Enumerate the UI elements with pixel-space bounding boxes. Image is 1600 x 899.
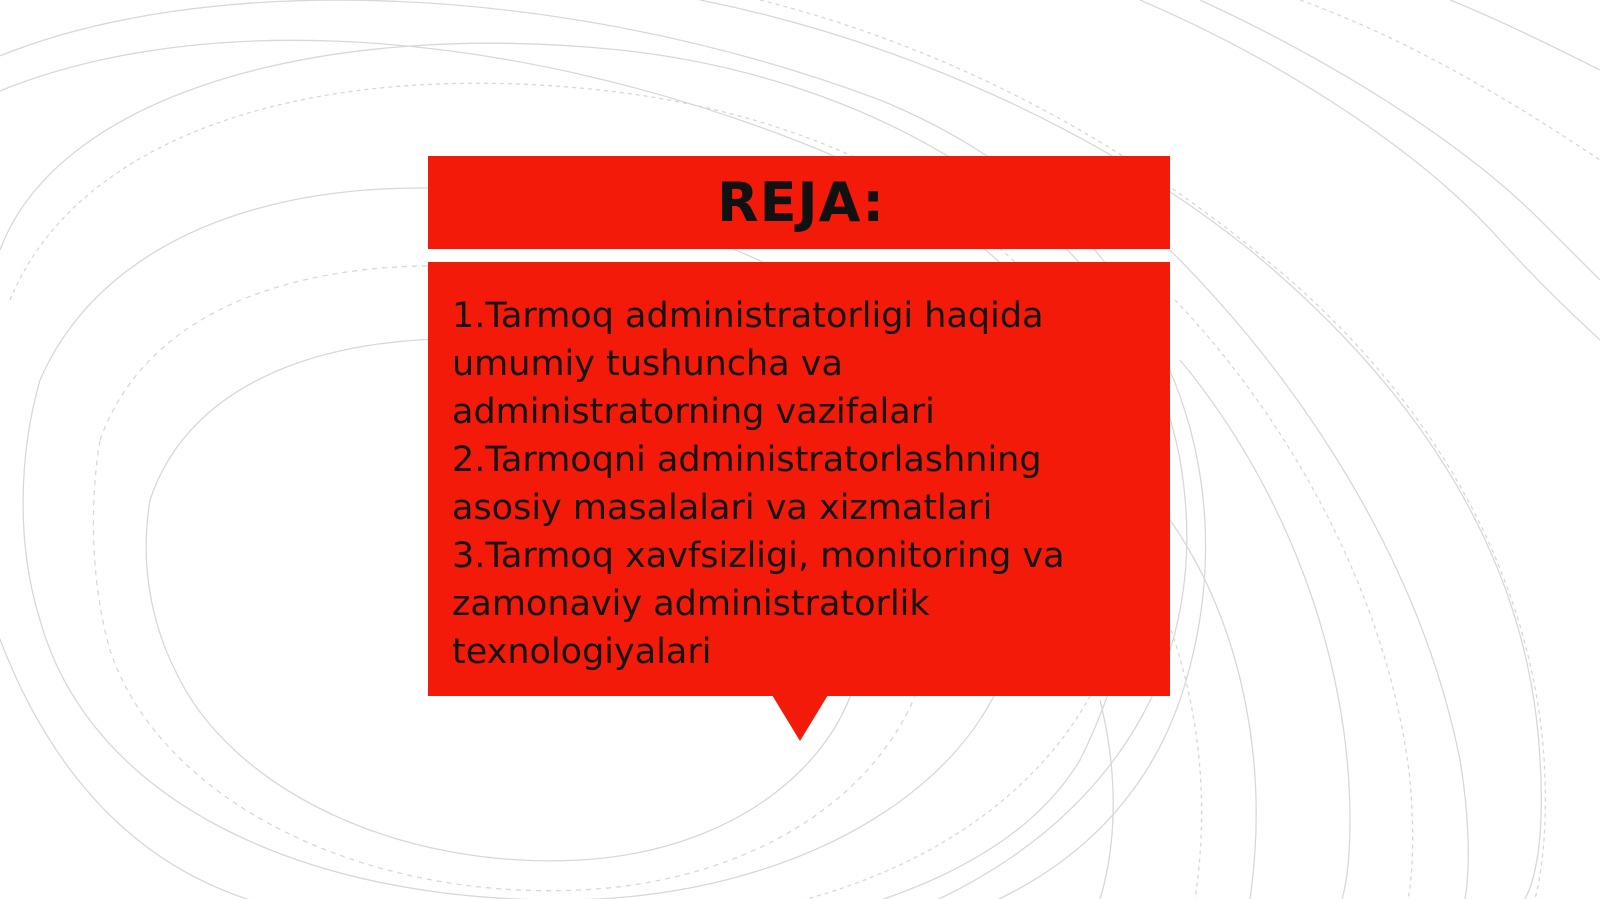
slide-title: REJA:: [717, 171, 885, 234]
plan-callout: [428, 262, 1170, 696]
plan-item: 2.Tarmoqni administratorlashning asosiy masalalari va xizmatlari: [452, 440, 1042, 528]
title-banner: [428, 156, 1170, 249]
callout-pointer: [772, 695, 828, 741]
contour-line: [1300, 0, 1600, 160]
plan-list: [452, 292, 1146, 676]
contour-line: [1170, 250, 1468, 899]
plan-item: 3.Tarmoq xavfsizligi, monitoring va zamonaviy administratorlik texnologiyalari: [452, 536, 1065, 672]
contour-line: [1450, 0, 1600, 70]
contour-line: [1200, 0, 1600, 280]
contour-line: [1175, 300, 1413, 899]
contour-line: [1140, 0, 1600, 340]
contour-line: [1170, 520, 1256, 899]
contour-line: [1100, 700, 1113, 899]
plan-item: 1.Tarmoq administratorligi haqida umumiy tushuncha va administratorning vazifalari: [452, 296, 1044, 432]
